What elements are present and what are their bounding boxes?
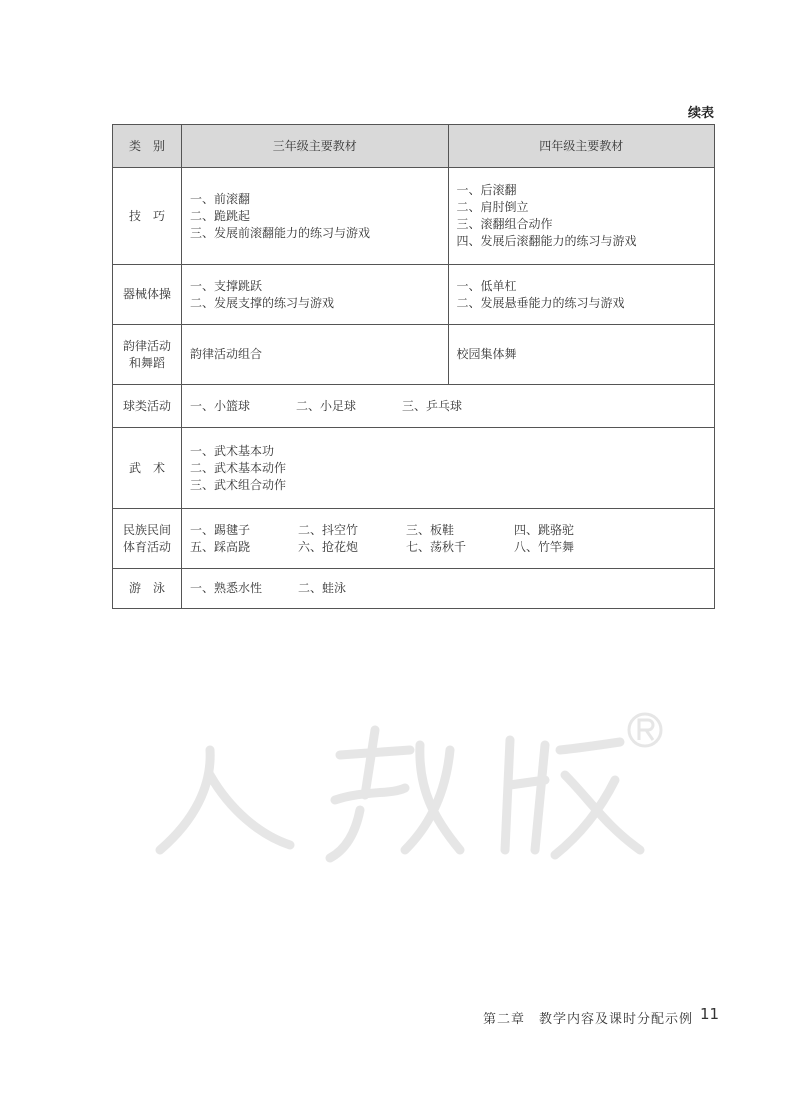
page-number: 11: [700, 1005, 720, 1023]
table-row: [113, 569, 715, 609]
list-item: 韵律活动组合: [190, 347, 263, 361]
list-item: 二、蛙泳: [298, 581, 347, 595]
list-item: 三、滚翻组合动作: [456, 217, 553, 231]
list-item: 一、支撑跳跃: [190, 278, 263, 293]
category-cell: [113, 428, 182, 509]
category-label: 技 巧: [128, 208, 165, 223]
category-cell: [113, 569, 182, 609]
list-item: 八、竹竿舞: [514, 539, 575, 554]
list-item: 一、武术基本功: [190, 443, 275, 458]
list-row: [190, 398, 706, 415]
category-cell: [113, 265, 182, 325]
category-cell: [113, 168, 182, 265]
table-row: [113, 385, 715, 428]
list-item: 六、抢花炮: [298, 539, 359, 554]
grade3-cell: [182, 265, 449, 325]
publisher-watermark-logo: [150, 700, 670, 870]
list-item: 一、熟悉水性: [190, 581, 263, 595]
category-label: 游 泳: [128, 581, 165, 595]
list-item: 七、荡秋千: [406, 539, 467, 554]
table-row: [113, 325, 715, 385]
continued-table-label: 续表: [688, 106, 715, 121]
list-item: 四、发展后滚翻能力的练习与游戏: [456, 234, 637, 248]
list-item: 二、武术基本动作: [190, 460, 287, 475]
table-row: [113, 428, 715, 509]
list-row: [190, 580, 706, 597]
category-label: 韵律活动: [122, 338, 171, 353]
list-item: 一、后滚翻: [456, 183, 517, 197]
combined-cell: [182, 509, 715, 569]
combined-cell: [182, 569, 715, 609]
grade4-cell: [448, 168, 715, 265]
table-row: [113, 509, 715, 569]
category-label: 体育活动: [122, 539, 171, 554]
curriculum-table: [112, 124, 715, 609]
header-category: 类 别: [113, 125, 182, 168]
list-item: 三、武术组合动作: [190, 477, 287, 492]
category-label: 和舞蹈: [128, 355, 165, 370]
header-grade3: 三年级主要教材: [182, 125, 449, 168]
list-item: 一、踢毽子: [190, 522, 251, 537]
category-cell: [113, 509, 182, 569]
combined-cell: [182, 428, 715, 509]
list-item: 三、发展前滚翻能力的练习与游戏: [190, 225, 371, 240]
list-item: 二、小足球: [296, 398, 357, 413]
list-item: 四、跳骆驼: [514, 522, 575, 537]
list-item: 二、肩肘倒立: [456, 200, 529, 214]
list-item: 二、发展支撑的练习与游戏: [190, 295, 335, 310]
table-row: [113, 168, 715, 265]
combined-cell: [182, 385, 715, 428]
category-cell: [113, 325, 182, 385]
list-item: 一、前滚翻: [190, 191, 251, 206]
list-item: 一、低单杠: [456, 278, 517, 293]
list-item: 二、发展悬垂能力的练习与游戏: [456, 295, 625, 310]
category-label: 器械体操: [122, 287, 171, 301]
list-item: 三、乒乓球: [402, 398, 463, 413]
list-item: 一、小篮球: [190, 398, 251, 413]
chapter-footer: 第二章 教学内容及课时分配示例: [483, 1012, 694, 1027]
category-label: 球类活动: [122, 398, 171, 413]
grade3-cell: [182, 325, 449, 385]
list-item: 五、踩高跷: [190, 539, 251, 554]
category-cell: [113, 385, 182, 428]
header-grade4: 四年级主要教材: [448, 125, 715, 168]
grade4-cell: [448, 325, 715, 385]
list-item: 二、跪跳起: [190, 208, 251, 223]
table-row: [113, 265, 715, 325]
table-header-row: [113, 125, 715, 168]
list-item: 三、板鞋: [406, 522, 455, 537]
list-row: [190, 522, 706, 539]
list-item: 二、抖空竹: [298, 522, 359, 537]
category-label: 武 术: [128, 460, 165, 475]
category-label: 民族民间: [122, 522, 171, 537]
list-row: [190, 539, 706, 556]
list-item: 校园集体舞: [456, 347, 517, 361]
grade4-cell: [448, 265, 715, 325]
grade3-cell: [182, 168, 449, 265]
